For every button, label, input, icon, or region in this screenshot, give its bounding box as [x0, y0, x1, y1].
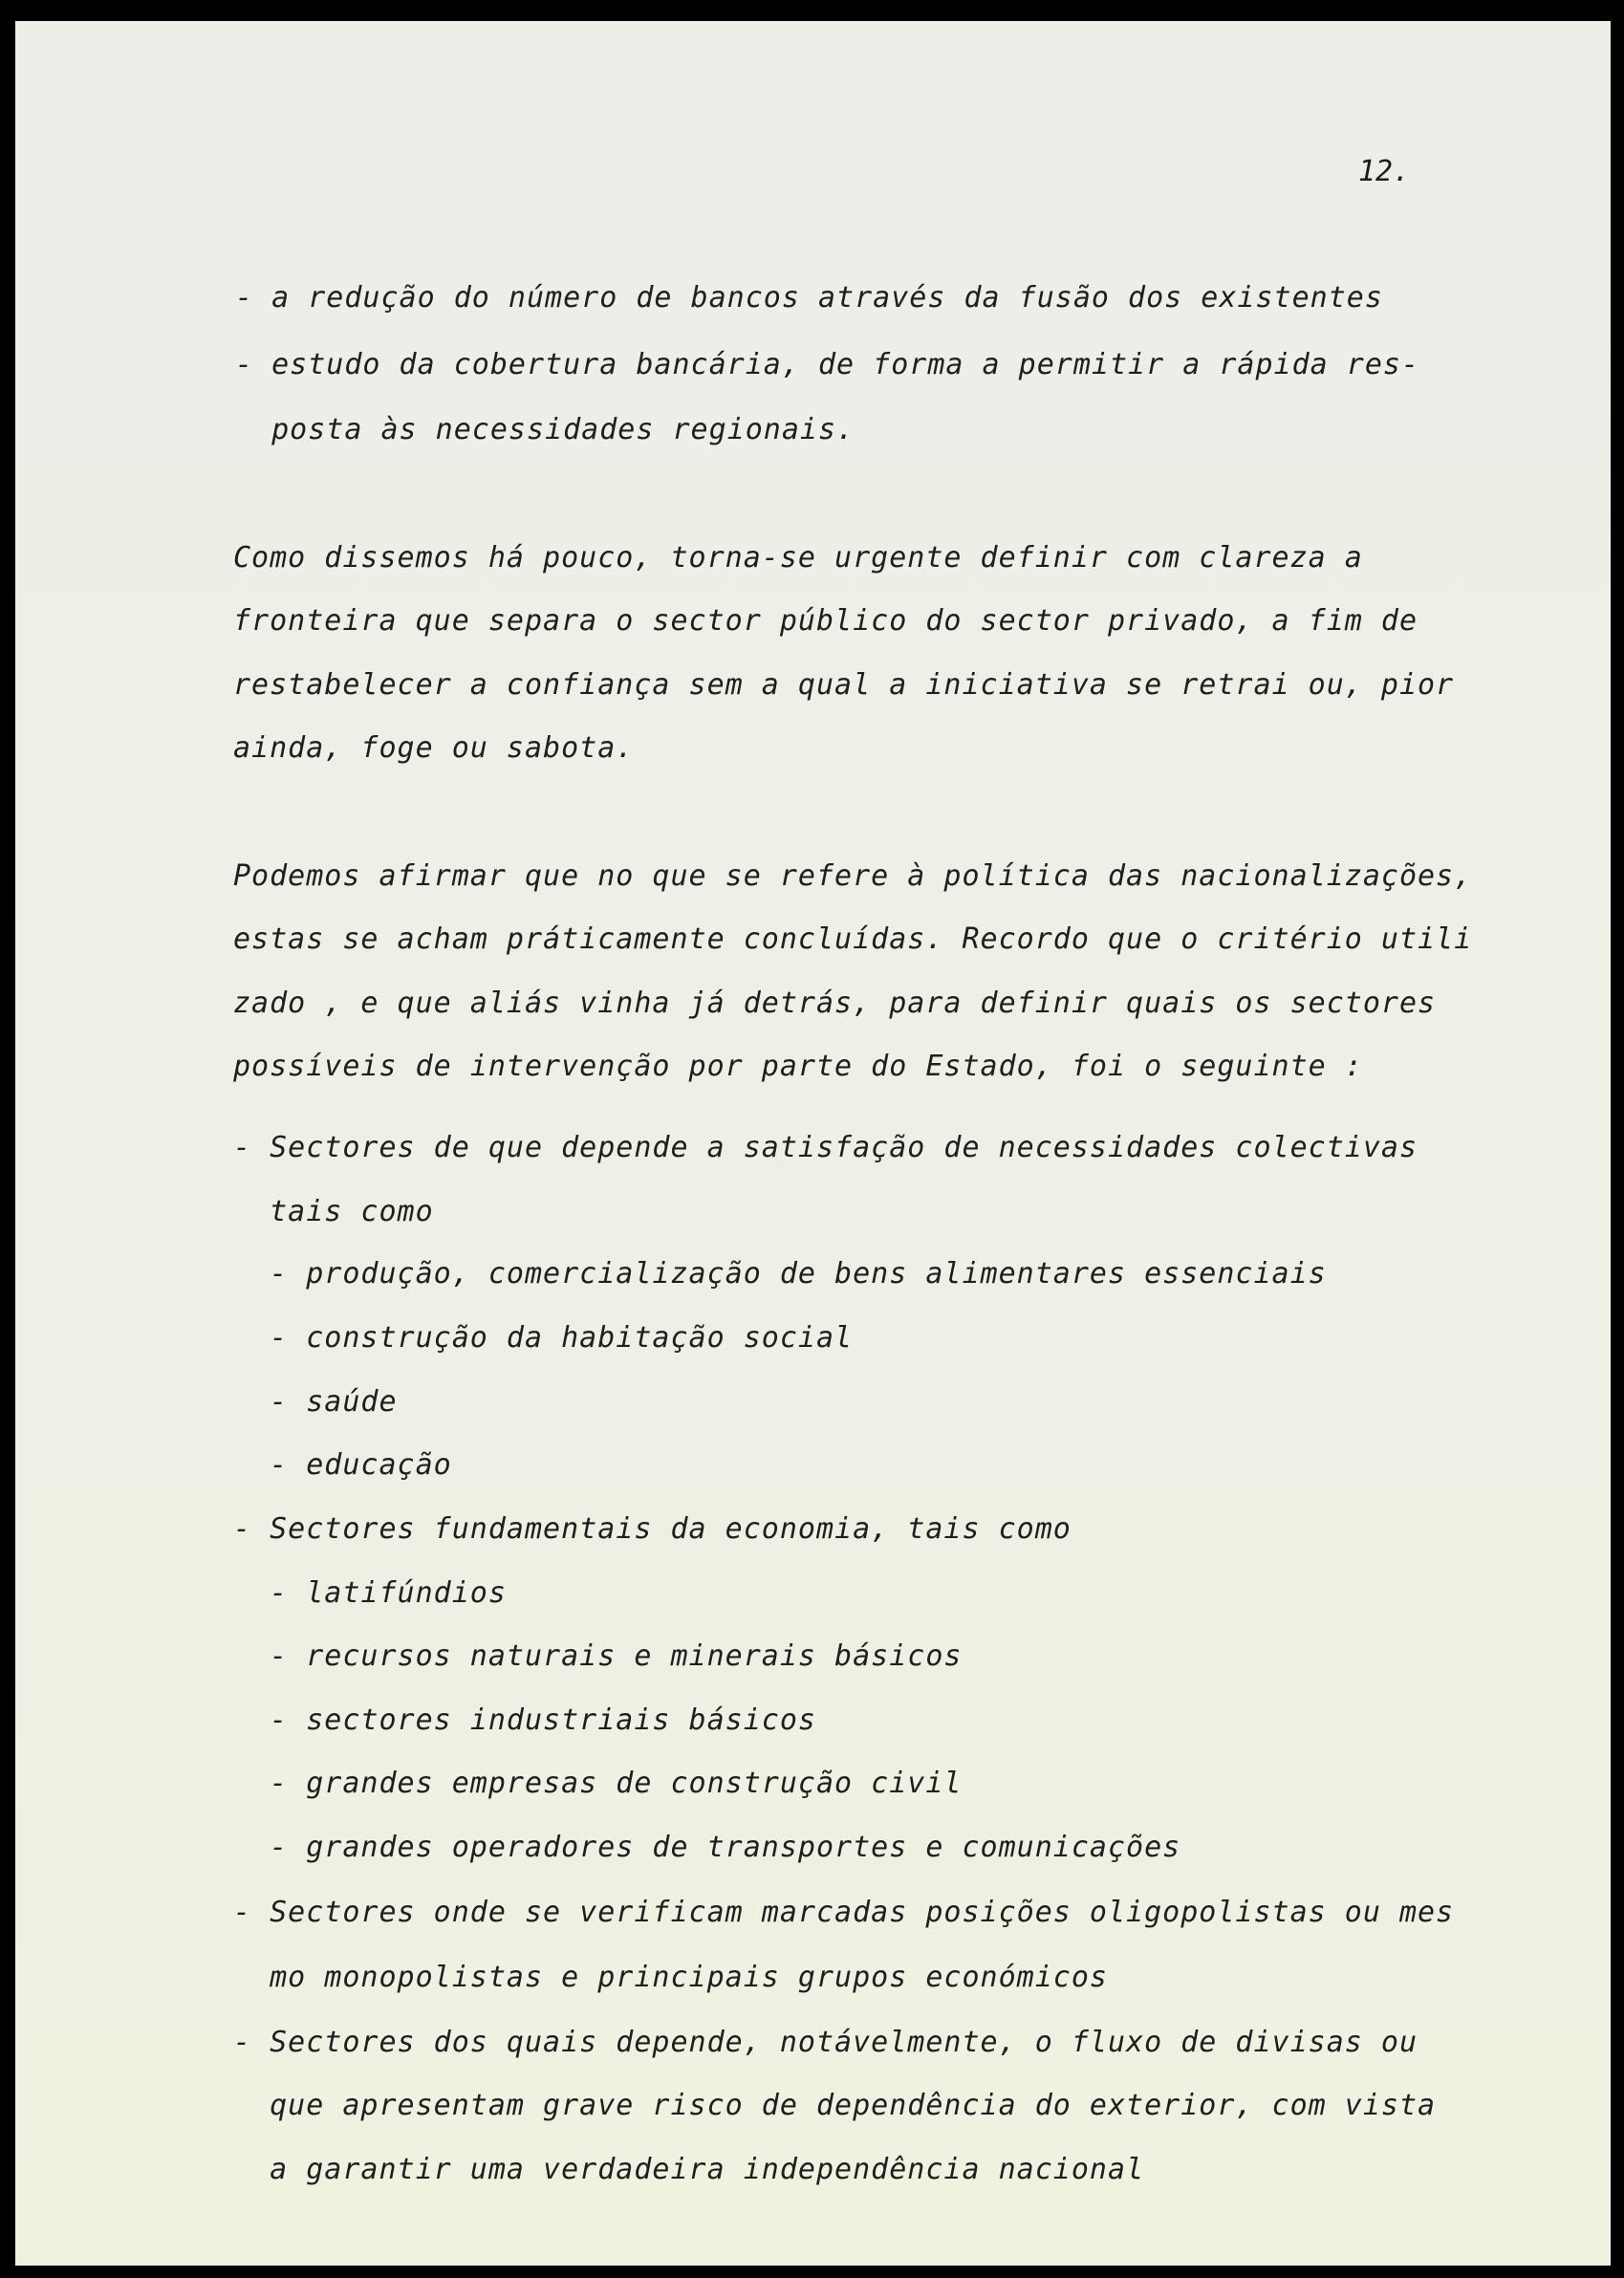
text-line: estas se acham práticamente concluídas. Recordo que o critério utili — [233, 922, 1473, 956]
text-line: - grandes empresas de construção civil — [233, 1767, 963, 1800]
text-line: Como dissemos há pouco, torna-se urgente definir com clareza a — [233, 541, 1363, 575]
text-line: - construção da habitação social — [233, 1321, 854, 1355]
text-line: possíveis de intervenção por parte do Estado, foi o seguinte : — [233, 1050, 1363, 1083]
text-line: - estudo da cobertura bancária, de forma a permitir a rápida res- — [235, 348, 1419, 381]
text-line: - Sectores fundamentais da economia, tais como — [233, 1512, 1072, 1546]
text-line: que apresentam grave risco de dependência do exterior, com vista — [233, 2089, 1437, 2122]
text-line: fronteira que separa o sector público do sector privado, a fim de — [233, 604, 1418, 638]
page-number: 12. — [1358, 155, 1411, 188]
text-line: - saúde — [233, 1385, 398, 1419]
text-line: - sectores industriais básicos — [233, 1703, 816, 1737]
text-line: posta às necessidades regionais. — [235, 413, 855, 446]
text-line: - educação — [233, 1448, 452, 1482]
text-line: - produção, comercialização de bens alimentares essenciais — [233, 1257, 1327, 1291]
text-line: - latifúndios — [233, 1576, 507, 1610]
text-line: - Sectores dos quais depende, notávelmente, o fluxo de divisas ou — [233, 2026, 1418, 2059]
text-line: mo monopolistas e principais grupos económicos — [233, 1961, 1108, 1994]
text-line: tais como — [233, 1195, 434, 1228]
text-line: restabelecer a confiança sem a qual a iniciativa se retrai ou, pior — [233, 668, 1455, 702]
text-line: - a redução do número de bancos através da fusão dos existentes — [235, 281, 1383, 315]
text-line: - Sectores onde se verificam marcadas posições oligopolistas ou mes — [233, 1896, 1455, 1929]
text-line: Podemos afirmar que no que se refere à política das nacionalizações, — [233, 859, 1473, 893]
document-page — [15, 21, 1611, 2266]
text-line: - grandes operadores de transportes e comunicações — [233, 1831, 1181, 1864]
text-line: a garantir uma verdadeira independência nacional — [233, 2153, 1145, 2186]
text-line: ainda, foge ou sabota. — [233, 731, 635, 765]
text-line: - recursos naturais e minerais básicos — [233, 1639, 963, 1673]
text-line: zado , e que aliás vinha já detrás, para definir quais os sectores — [233, 987, 1437, 1020]
text-line: - Sectores de que depende a satisfação de necessidades colectivas — [233, 1131, 1418, 1164]
